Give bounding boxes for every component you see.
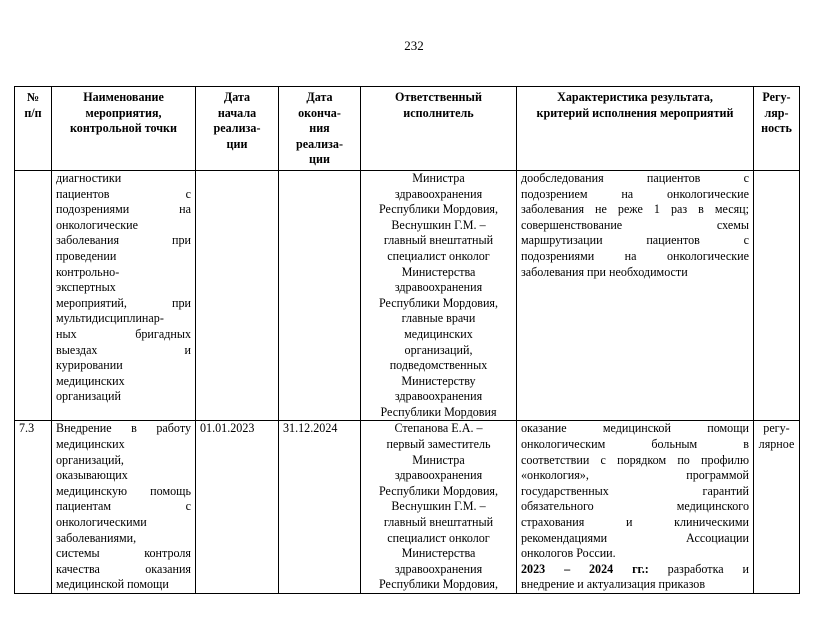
text-line: пациентов с [56,186,191,201]
text-line: специалист онколог [387,530,490,545]
text-line: № [26,90,40,104]
regularity [754,170,800,421]
text-line: Республики Мордовия, [378,577,499,592]
text-line: организаций, [404,342,473,357]
text-line: главные врачи [401,311,476,326]
text-line: маршрутизации пациентов с [521,233,749,248]
text-line: Министра [412,452,465,467]
text-line: качества оказания [56,561,191,576]
text-line: диагностики [56,170,122,185]
result-period-label: 2023 – 2024 гг.: [521,561,649,576]
text-line: онкологические [56,217,139,232]
start-date [196,170,279,421]
activity-name [52,170,196,421]
text-line: Республики Мордовия, [378,202,499,217]
result-description [517,170,754,421]
table-row [15,170,800,421]
text-line: страхования и клиническими [521,515,749,530]
text-line: регу- [763,421,790,436]
text-line: Министерства [401,264,476,279]
page-number: 232 [404,38,424,53]
text-line: п/п [24,105,42,120]
result-tail-line: внедрение и актуализация приказов [521,577,706,592]
table-header-row [15,87,800,171]
text-line: ляр- [764,105,789,120]
text-line: Внедрение в работу [56,421,191,436]
text-line: здравоохранения [394,186,483,201]
header-start-date [196,87,279,171]
text-line: пациентам с [56,499,191,514]
result-period-text: разработка и [667,561,749,576]
row-number [15,170,52,421]
header-name [52,87,196,171]
text-line: подозрениями на [56,202,191,217]
text-line: проведении [56,248,117,263]
text-line: ния [309,121,330,136]
text-line: Министерству [401,373,476,388]
text-line: мероприятия, [85,105,162,120]
text-line: медицинской помощи [56,577,169,592]
text-line: курировании [56,358,123,373]
text-line: здравоохранения [394,561,483,576]
header-num [15,87,52,171]
text-line: специалист онколог [387,248,490,263]
text-line: Ответственный [395,90,482,104]
text-line: онкологов России. [521,546,616,561]
text-line: начала [217,105,257,120]
text-line: ность [761,121,792,136]
text-line: контрольно- [56,264,120,279]
text-line: заболевания при [56,233,191,248]
header-responsible [361,87,517,171]
text-line: ции [309,152,330,167]
text-line: мероприятий, при [56,295,191,310]
text-line: подозрениями на онкологические [521,248,749,263]
text-line: государственных гарантий [521,483,749,498]
regularity [754,421,800,594]
header-result [517,87,754,171]
result-period-line [521,562,749,578]
text-line: реализа- [213,121,261,136]
text-line: Характеристика результата, [557,90,713,104]
text-line: медицинских [56,437,125,452]
text-line: Дата [223,90,251,104]
text-line: онкологическими [56,515,147,530]
text-line: здравоохранения [394,468,483,483]
text-line: Веснушкин Г.М. – [391,217,486,232]
text-line: медицинских [56,373,125,388]
text-line: мультидисциплинар- [56,311,164,326]
header-regularity [754,87,800,171]
text-line: первый заместитель [386,437,491,452]
text-line: медицинскую помощь [56,483,191,498]
text-line: контрольной точки [70,121,177,136]
text-line: оказывающих [56,468,128,483]
text-line: подведомственных [389,358,488,373]
text-line: выездах и [56,342,191,357]
text-line: главный внештатный [383,515,494,530]
text-line: онкологическим больным в [521,437,749,452]
text-line: оказание медицинской помощи [521,421,749,436]
text-line: Министерства [401,546,476,561]
text-line: рекомендациями Ассоциации [521,530,749,545]
text-line: Степанова Е.А. – [394,421,483,436]
text-line: дообследования пациентов с [521,170,749,185]
text-line: Регу- [762,90,791,104]
end-date: 31.12.2024 [279,421,361,594]
text-line: Республики Мордовия, [378,295,499,310]
text-line: Министра [412,170,465,185]
text-line: организаций, [56,452,124,467]
text-line: заболеваниями, [56,530,137,545]
text-line: обязательного медицинского [521,499,749,514]
text-line: оконча- [298,105,341,120]
text-line: ции [226,136,248,151]
text-line: подозрением на онкологические [521,186,749,201]
text-line: «онкология», программой [521,468,749,483]
text-line: организаций [56,389,121,404]
text-line: совершенствование схемы [521,217,749,232]
text-line: системы контроля [56,546,191,561]
result-description [517,421,754,594]
responsible-person [361,170,517,421]
text-line: заболевания при необходимости [521,264,688,279]
header-end-date [279,87,361,171]
activity-name [52,421,196,594]
text-line: Веснушкин Г.М. – [391,499,486,514]
text-line: Наименование [83,90,164,104]
text-line: экспертных [56,280,116,295]
text-line: главный внештатный [383,233,494,248]
text-line: соответствии с порядком по профилю [521,452,749,467]
table-row [15,421,800,594]
text-line: Республики Мордовия, [378,483,499,498]
text-line: ных бригадных [56,326,191,341]
text-line: заболевания не реже 1 раз в месяц; [521,202,749,217]
row-number: 7.3 [15,421,52,594]
text-line: медицинских [404,326,473,341]
text-line: лярное [758,437,795,452]
text-line: здравоохранения [394,280,483,295]
text-line: исполнитель [403,105,474,120]
plan-table [14,86,800,594]
text-line: критерий исполнения мероприятий [536,105,734,120]
text-line: реализа- [296,136,343,151]
text-line: Дата [306,90,333,104]
end-date [279,170,361,421]
start-date: 01.01.2023 [196,421,279,594]
responsible-person [361,421,517,594]
text-line: здравоохранения [394,389,483,404]
text-line: Республики Мордовия [380,404,497,419]
